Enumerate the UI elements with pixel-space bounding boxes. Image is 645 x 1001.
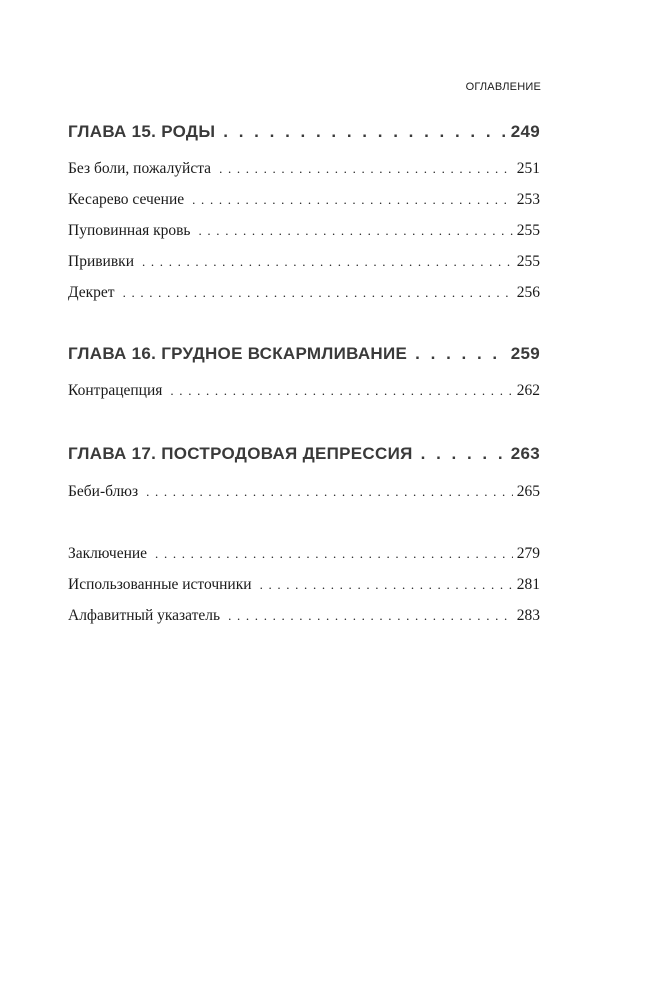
leader-dots (192, 192, 513, 208)
toc-chapter-15[interactable] (68, 122, 540, 142)
toc-entry-title: Заключение (68, 545, 148, 562)
toc-chapter-17[interactable] (68, 444, 540, 464)
running-head: ОГЛАВЛЕНИЕ (465, 81, 541, 93)
toc-entry-title: Пуповинная кровь (68, 222, 191, 239)
toc-entry-title: Декрет (68, 284, 115, 301)
toc-entry-page: 255 (516, 253, 540, 270)
toc-entry-page: 255 (516, 222, 540, 239)
toc-entry-page: 283 (516, 607, 540, 624)
leader-dots (142, 254, 513, 270)
toc-entry[interactable] (68, 222, 540, 240)
toc-entry-title: Кесарево сечение (68, 191, 185, 208)
leader-dots (155, 546, 513, 562)
toc-entry-page: 265 (516, 483, 540, 500)
leader-dots (170, 383, 512, 399)
toc-entry-title: ГЛАВА 15. РОДЫ (68, 122, 216, 141)
toc-entry-title: Без боли, пожалуйста (68, 160, 212, 177)
toc-entry[interactable] (68, 253, 540, 271)
toc-entry-title: ГЛАВА 17. ПОСТРОДОВАЯ ДЕПРЕССИЯ (68, 444, 413, 463)
toc-entry-page: 256 (516, 284, 540, 301)
toc-entry[interactable] (68, 382, 540, 400)
toc-entry[interactable] (68, 191, 540, 209)
leader-dots (199, 223, 513, 239)
toc-entry[interactable] (68, 160, 540, 178)
leader-dots (228, 608, 513, 624)
toc-entry-page: 249 (510, 122, 540, 141)
toc-entry[interactable] (68, 607, 540, 625)
toc-entry-page: 253 (516, 191, 540, 208)
toc-entry-title: Контрацепция (68, 382, 163, 399)
leader-dots (219, 161, 513, 177)
toc-chapter-16[interactable] (68, 344, 540, 364)
toc-entry[interactable] (68, 284, 540, 302)
toc-entry-title: Прививки (68, 253, 134, 270)
leader-dots (146, 484, 513, 500)
leader-dots (415, 344, 507, 364)
toc-entry-title: Использованные источники (68, 576, 252, 593)
toc-entry-page: 281 (516, 576, 540, 593)
leader-dots (123, 285, 513, 301)
toc-entry[interactable] (68, 576, 540, 594)
toc-entry-page: 251 (516, 160, 540, 177)
toc-entry-page: 259 (510, 344, 540, 363)
leader-dots (260, 577, 513, 593)
toc-entry-title: Беби-блюз (68, 483, 139, 500)
toc-entry-page: 279 (516, 545, 540, 562)
toc-entry-page: 262 (516, 382, 540, 399)
toc-entry[interactable] (68, 483, 540, 501)
toc-entry[interactable] (68, 545, 540, 563)
leader-dots (421, 444, 507, 464)
toc-entry-title: Алфавитный указатель (68, 607, 221, 624)
toc-entry-title: ГЛАВА 16. ГРУДНОЕ ВСКАРМЛИВАНИЕ (68, 344, 408, 363)
toc-entry-page: 263 (510, 444, 540, 463)
leader-dots (223, 122, 506, 142)
